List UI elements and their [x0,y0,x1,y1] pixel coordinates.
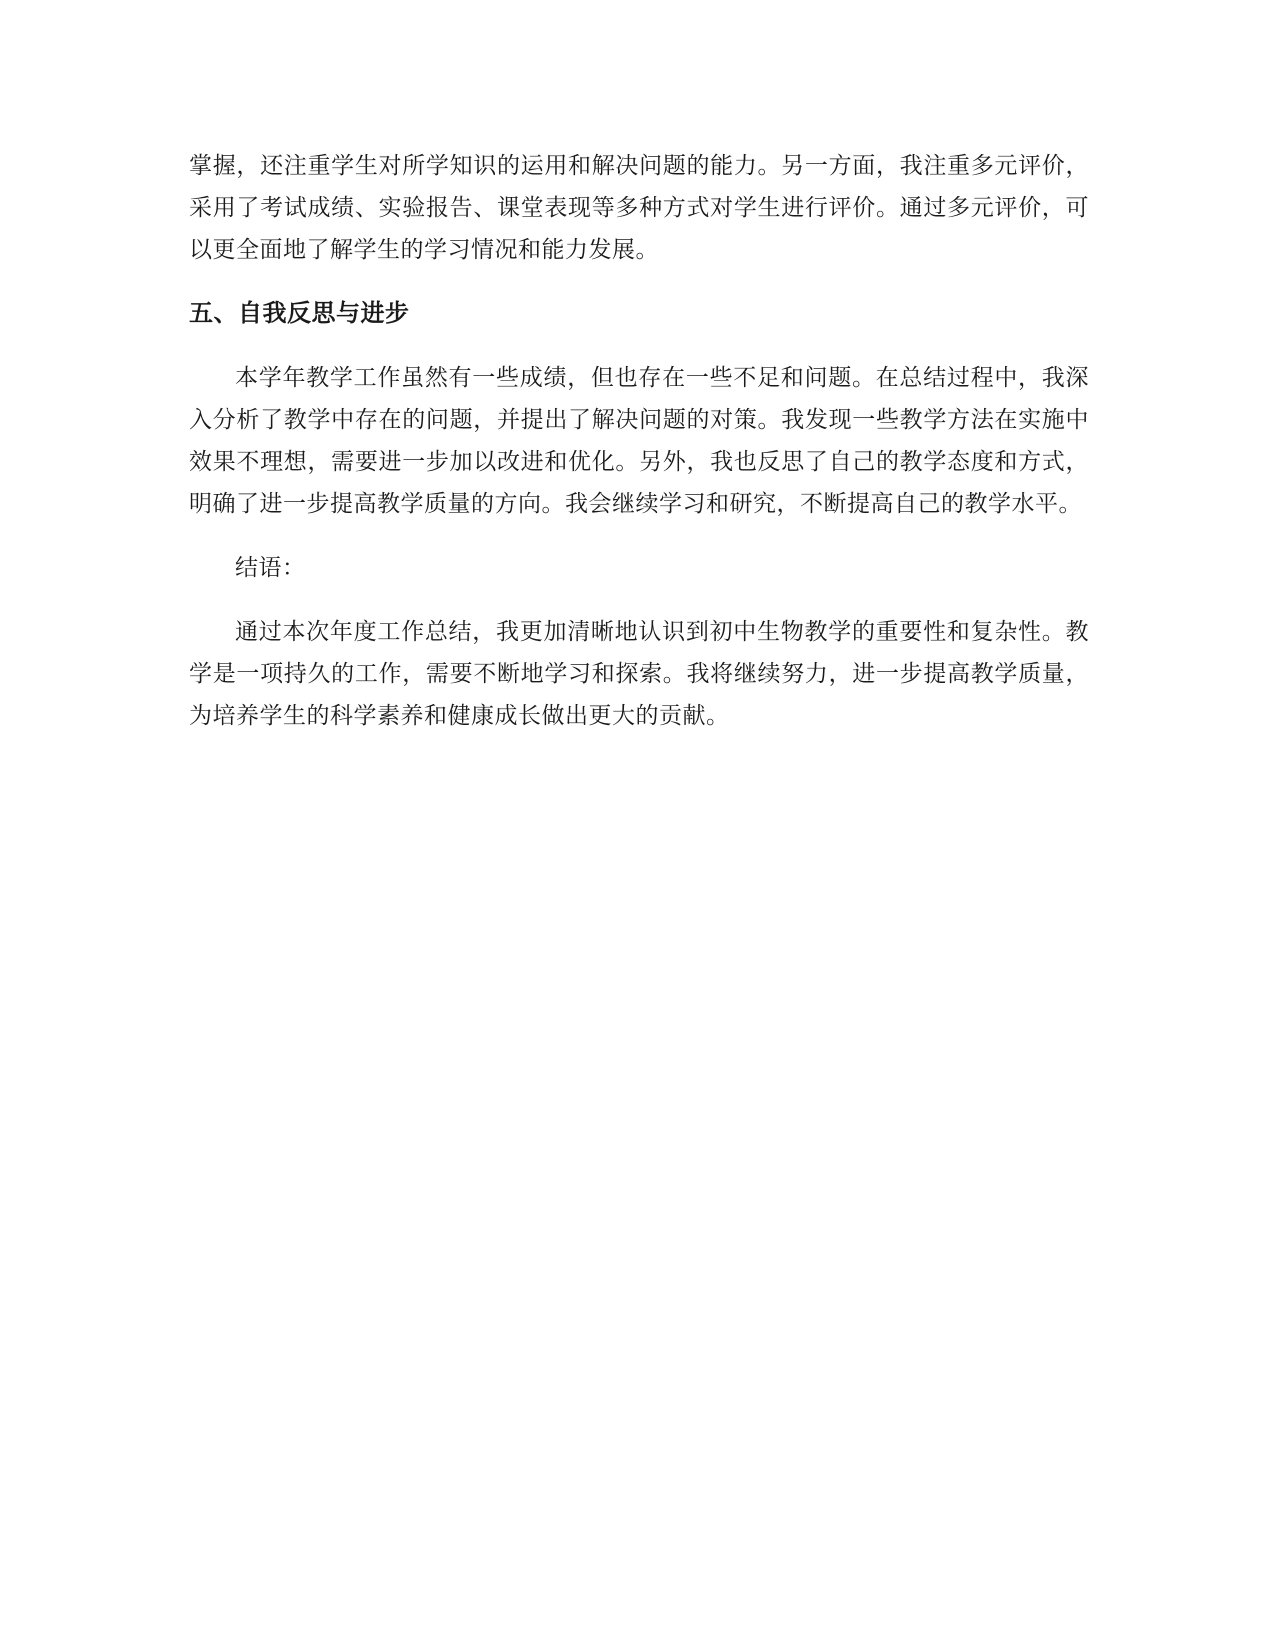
section-heading: 五、自我反思与进步 [189,299,410,327]
reflection-paragraph: 本学年教学工作虽然有一些成绩，但也存在一些不足和问题。在总结过程中，我深入分析了教学中存在的问题，并提出了解决问题的对策。我发现一些教学方法在实施中效果不理想，需要进一步加以改进和优化。另外，我也反思了自己的教学态度和方式，明确了进一步提高教学质量的方向。我会继续学习和研究，不断提高自己的教学水平。 [189,365,1089,517]
document-body [189,145,1089,737]
intro-paragraph: 掌握，还注重学生对所学知识的运用和解决问题的能力。另一方面，我注重多元评价，采用了考试成绩、实验报告、课堂表现等多种方式对学生进行评价。通过多元评价，可以更全面地了解学生的学习情况和能力发展。 [189,153,1089,263]
conclusion-label: 结语： [235,555,306,581]
conclusion-paragraph: 通过本次年度工作总结，我更加清晰地认识到初中生物教学的重要性和复杂性。教学是一项持久的工作，需要不断地学习和探索。我将继续努力，进一步提高教学质量，为培养学生的科学素养和健康成长做出更大的贡献。 [189,619,1089,729]
